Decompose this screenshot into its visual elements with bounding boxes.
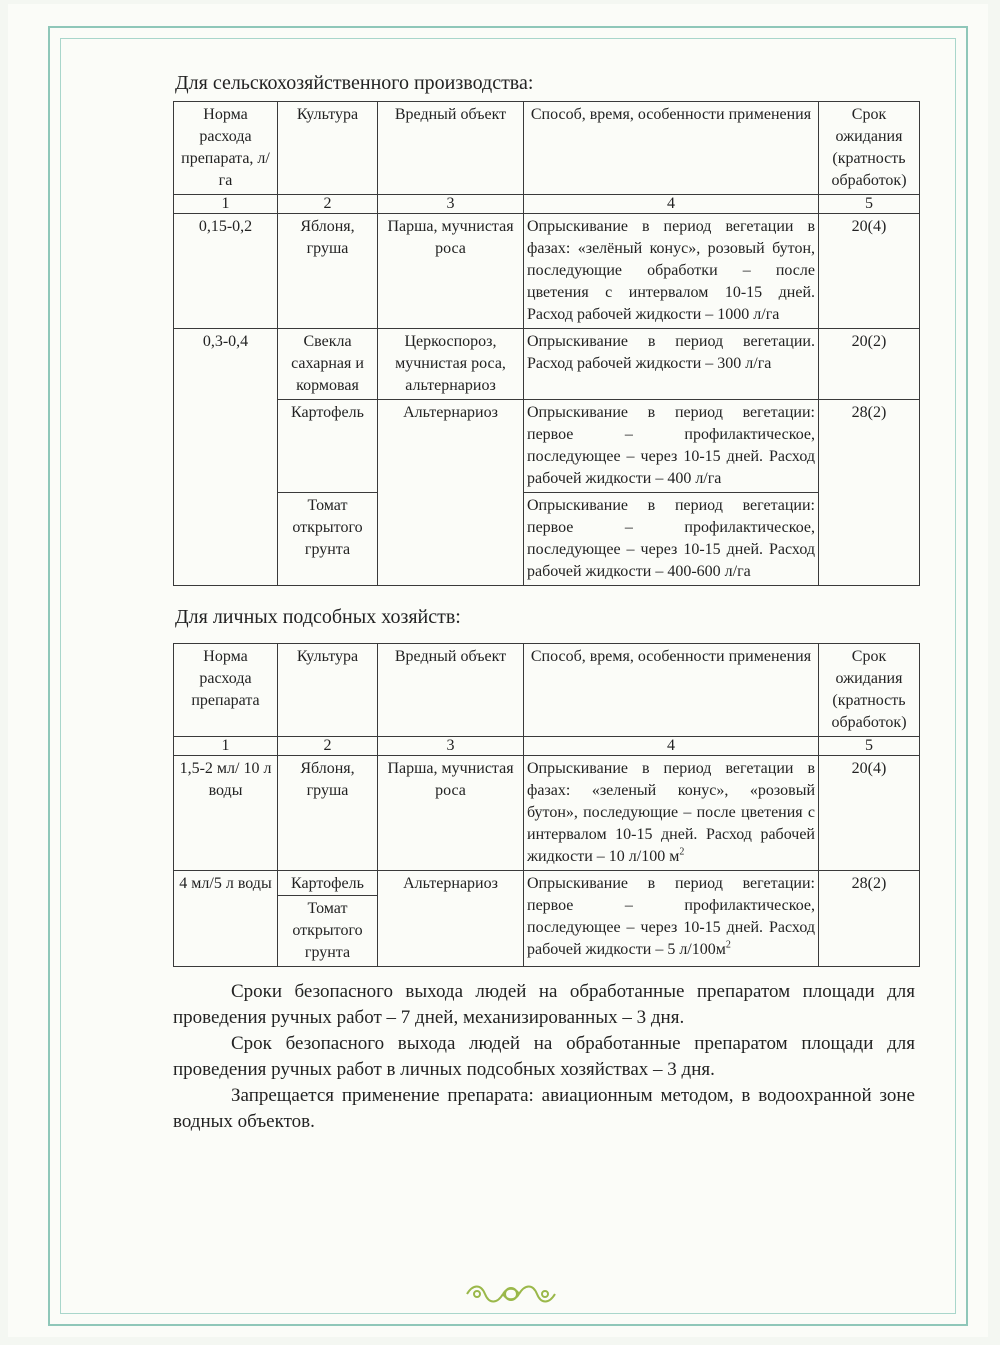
table-agricultural: [173, 101, 920, 586]
header-rate: Норма расхода препарата, л/га: [174, 102, 278, 195]
cell-method: Опрыскивание в период вегетации. Расход рабочей жидкости – 300 л/га: [524, 329, 819, 400]
header-crop: Культура: [278, 644, 378, 737]
cell-wait: 20(4): [819, 756, 920, 871]
cell-pest: Церкоспороз, мучнистая роса, альтернариоз: [378, 329, 524, 400]
cell-rate: 1,5-2 мл/ 10 л воды: [174, 756, 278, 871]
cell-method: [524, 871, 819, 967]
cell-wait: 28(2): [819, 400, 920, 586]
header-crop: Культура: [278, 102, 378, 195]
cell-crop: Свекла сахарная и кормовая: [278, 329, 378, 400]
column-number: 1: [174, 195, 278, 214]
column-number: 3: [378, 195, 524, 214]
column-number: 5: [819, 195, 920, 214]
column-number: 4: [524, 737, 819, 756]
table-row: [174, 756, 920, 871]
cell-method: Опрыскивание в период вегетации: первое – профилактическое, последующее – через 10-15 дней. Расход рабочей жидкости – 400-600 л/га: [524, 493, 819, 586]
table-row: [174, 214, 920, 329]
cell-rate: 0,15-0,2: [174, 214, 278, 329]
method-text: Опрыскивание в период вегетации в фазах: «зеленый конус», «розовый бутон», последующие – после цветения с интервалом 10-15 дней. Расход рабочей жидкости – 10 л/100 м: [527, 760, 815, 865]
header-pest: Вредный объект: [378, 102, 524, 195]
header-wait: Срок ожидания (кратность обработок): [819, 102, 920, 195]
superscript: 2: [725, 939, 731, 951]
cell-crop: Картофель: [278, 871, 378, 896]
cell-crop: Томат открытого грунта: [278, 896, 378, 967]
table-header-row: [174, 644, 920, 737]
document-content: [173, 66, 923, 1135]
cell-pest: Парша, мучнистая роса: [378, 214, 524, 329]
table-row: [174, 329, 920, 400]
cell-pest: Альтернариоз: [378, 871, 524, 967]
table-number-row: [174, 195, 920, 214]
paragraph-text: Сроки безопасного выхода людей на обработанные препаратом площади для проведения ручных работ – 7 дней, механизированных – 3 дня.: [173, 981, 915, 1028]
document-page: [8, 4, 988, 1337]
paragraph-text: Запрещается применение препарата: авиационным методом, в водоохранной зоне водных объектов.: [173, 1085, 915, 1132]
section-title-households: Для личных подсобных хозяйств:: [175, 606, 461, 628]
table-number-row: [174, 737, 920, 756]
cell-rate: 4 мл/5 л воды: [174, 871, 278, 967]
decorative-ornament-icon: [463, 1281, 559, 1307]
cell-method: [524, 756, 819, 871]
table-header-row: [174, 102, 920, 195]
cell-pest: Альтернариоз: [378, 400, 524, 586]
superscript: 2: [679, 846, 685, 858]
table-row: [174, 871, 920, 896]
column-number: 1: [174, 737, 278, 756]
header-method: Способ, время, особенности применения: [524, 102, 819, 195]
method-text: Опрыскивание в период вегетации: первое – профилактическое, последующее – через 10-15 дней. Расход рабочей жидкости – 5 л/100м: [527, 875, 815, 958]
paragraph: [173, 1031, 915, 1083]
cell-crop: Томат открытого грунта: [278, 493, 378, 586]
cell-wait: 20(4): [819, 214, 920, 329]
cell-rate: 0,3-0,4: [174, 329, 278, 586]
cell-crop: Яблоня, груша: [278, 214, 378, 329]
paragraph: [173, 979, 915, 1031]
header-pest: Вредный объект: [378, 644, 524, 737]
column-number: 2: [278, 737, 378, 756]
table-households: [173, 643, 920, 967]
column-number: 5: [819, 737, 920, 756]
paragraph: [173, 1083, 915, 1135]
column-number: 4: [524, 195, 819, 214]
section-title-agricultural: Для сельскохозяйственного производства:: [175, 72, 534, 94]
header-method: Способ, время, особенности применения: [524, 644, 819, 737]
table-row: [174, 493, 920, 586]
cell-wait: 20(2): [819, 329, 920, 400]
cell-crop: Яблоня, груша: [278, 756, 378, 871]
header-rate: Норма расхода препарата: [174, 644, 278, 737]
paragraph-text: Срок безопасного выхода людей на обработанные препаратом площади для проведения ручных работ в личных подсобных хозяйствах – 3 дня.: [173, 1033, 915, 1080]
cell-crop: Картофель: [278, 400, 378, 493]
column-number: 2: [278, 195, 378, 214]
cell-method: Опрыскивание в период вегетации: первое – профилактическое, последующее – через 10-15 дней. Расход рабочей жидкости – 400 л/га: [524, 400, 819, 493]
cell-pest: Парша, мучнистая роса: [378, 756, 524, 871]
column-number: 3: [378, 737, 524, 756]
cell-wait: 28(2): [819, 871, 920, 967]
table-row: [174, 400, 920, 493]
header-wait: Срок ожидания (кратность обработок): [819, 644, 920, 737]
cell-method: Опрыскивание в период вегетации в фазах: «зелёный конус», розовый бутон, последующие обработки – после цветения с интервалом 10-15 дней. Расход рабочей жидкости – 1000 л/га: [524, 214, 819, 329]
